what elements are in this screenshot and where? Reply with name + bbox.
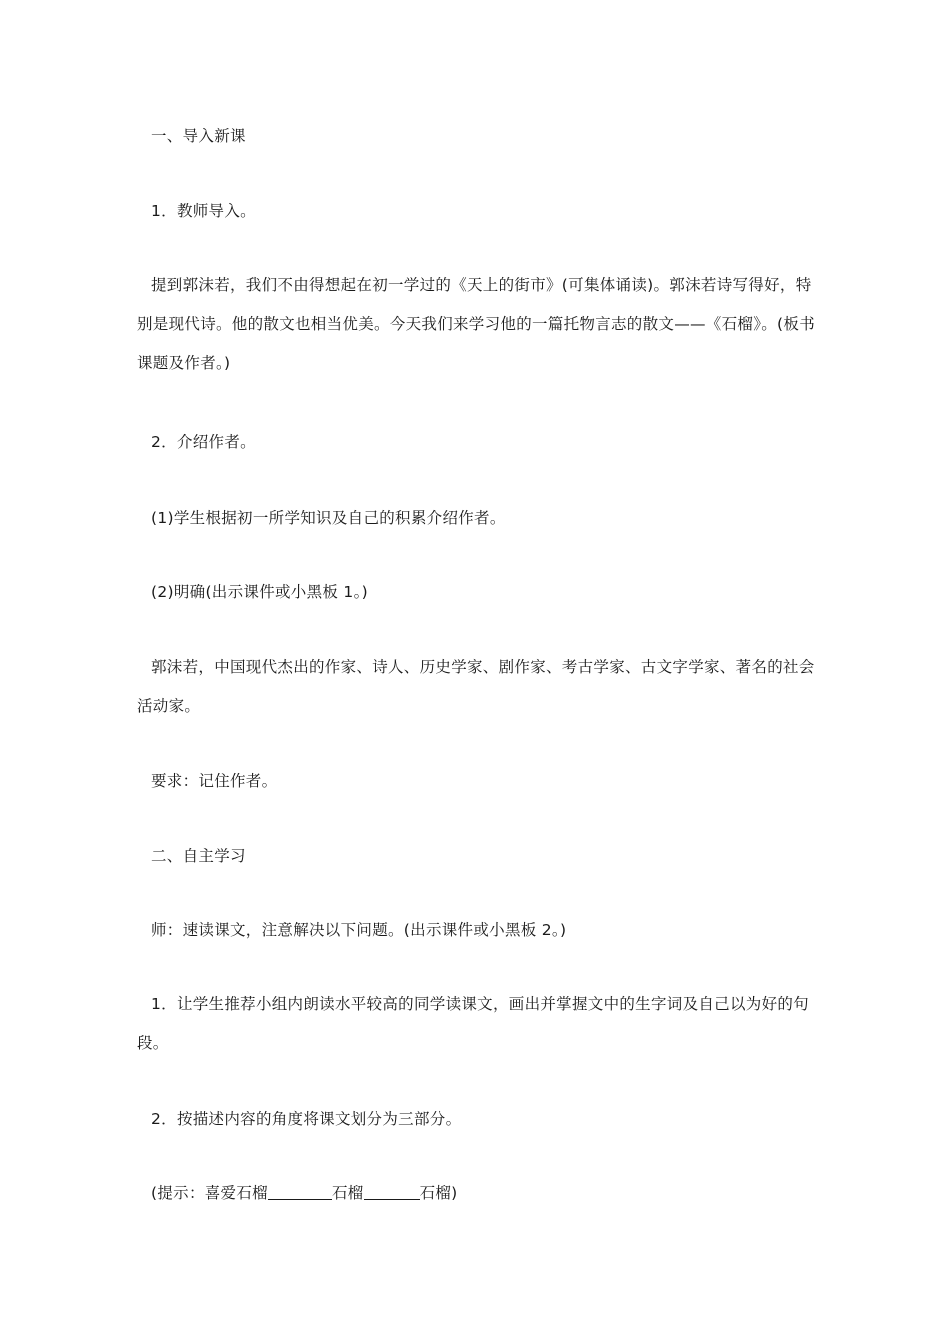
hint-suffix: 石榴): [419, 1184, 458, 1202]
teacher-prompt: 师：速读课文，注意解决以下问题。(出示课件或小黑板 2。): [151, 921, 567, 939]
section2-heading: 二、自主学习: [151, 847, 246, 865]
task-2: 2．按描述内容的角度将课文划分为三部分。: [151, 1110, 462, 1128]
fill-blank-2: [364, 1183, 420, 1200]
requirement-line: 要求：记住作者。: [151, 772, 278, 790]
hint-middle: 石榴: [331, 1184, 364, 1202]
sub-item-2: (2)明确(出示课件或小黑板 1。): [151, 583, 368, 601]
hint-prefix: (提示：喜爱石榴: [151, 1184, 268, 1202]
fill-blank-1: [268, 1183, 332, 1200]
section1-heading: 一、导入新课: [151, 127, 246, 145]
task-1: 1．让学生推荐小组内朗读水平较高的同学读课文，画出并掌握文中的生字词及自己以为好的句段。: [137, 995, 809, 1052]
author-paragraph: 郭沫若，中国现代杰出的作家、诗人、历史学家、剧作家、考古学家、古文字学家、著名的社会活动家。: [137, 658, 815, 715]
hint-line: [137, 1175, 827, 1212]
sub-item-1: (1)学生根据初一所学知识及自己的积累介绍作者。: [151, 509, 506, 527]
item2-title: 2．介绍作者。: [151, 433, 256, 451]
item1-title: 1．教师导入。: [151, 202, 256, 220]
intro-paragraph: 提到郭沫若，我们不由得想起在初一学过的《天上的街市》(可集体诵读)。郭沫若诗写得好，特别是现代诗。他的散文也相当优美。今天我们来学习他的一篇托物言志的散文——《石榴》。(板书课题及作者。): [137, 276, 815, 372]
